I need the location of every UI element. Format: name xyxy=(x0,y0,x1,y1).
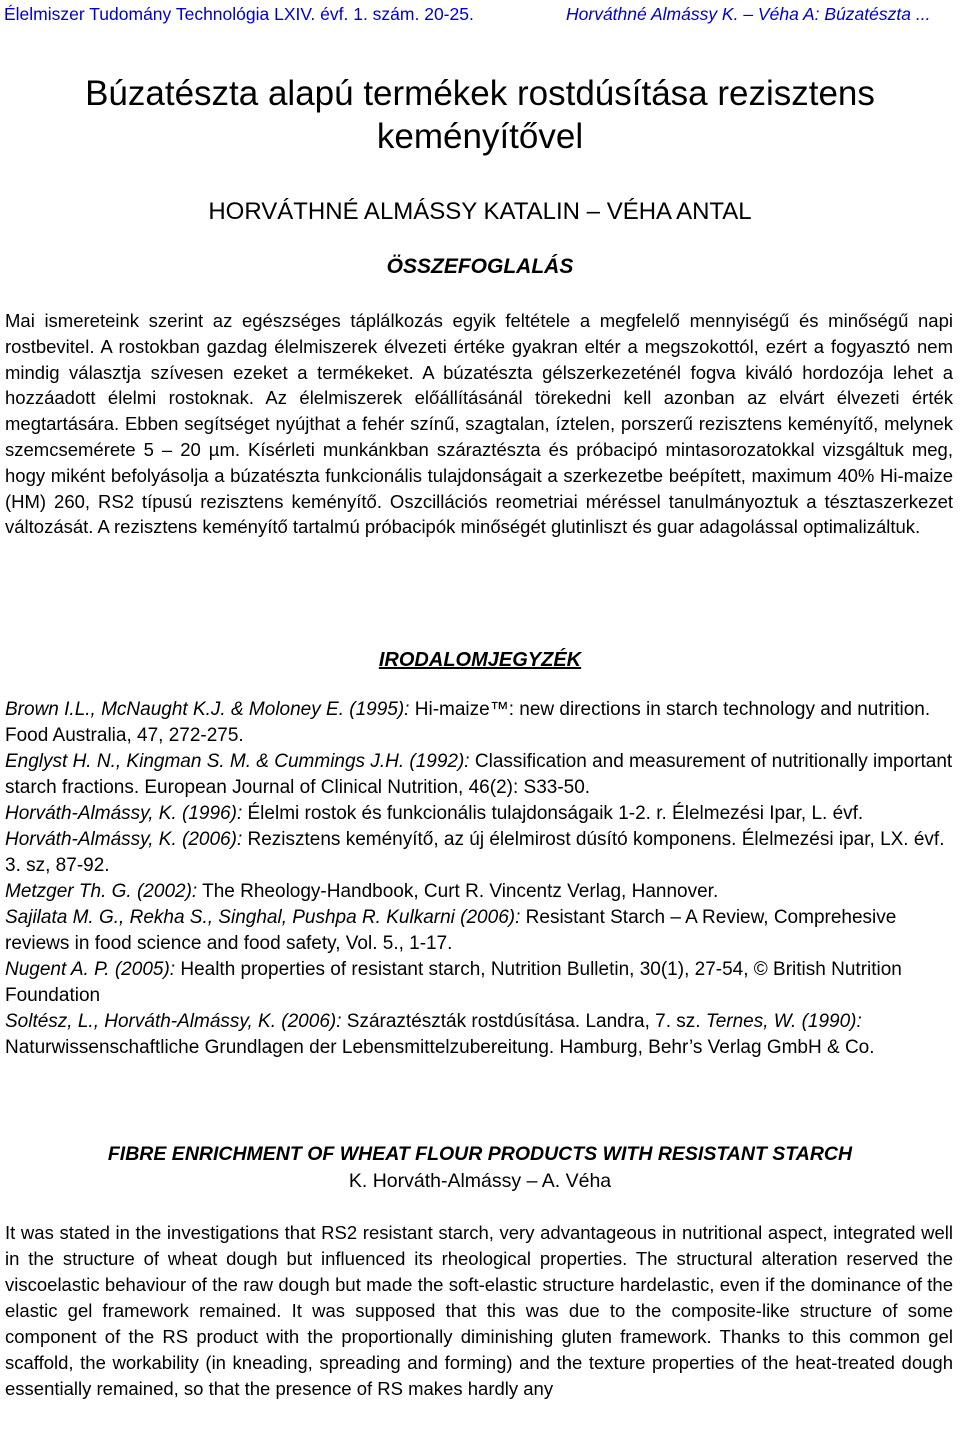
references-list xyxy=(5,697,953,1061)
reference-authors: Brown I.L., McNaught K.J. & Moloney E. (1995): xyxy=(5,699,410,720)
journal-citation: Élelmiszer Tudomány Technológia LXIV. évf. 1. szám. 20-25. xyxy=(4,4,474,24)
article-authors: HORVÁTHNÉ ALMÁSSY KATALIN – VÉHA ANTAL xyxy=(208,198,752,225)
running-header xyxy=(4,4,956,26)
reference-authors: Englyst H. N., Kingman S. M. & Cummings J.H. (1992): xyxy=(5,751,470,772)
running-title: Horváthné Almássy K. – Véha A: Búzatészta ... xyxy=(566,4,931,24)
reference-item xyxy=(5,957,953,1009)
reference-authors: Nugent A. P. (2005): xyxy=(5,959,176,980)
reference-authors: Horváth-Almássy, K. (1996): xyxy=(5,803,243,824)
reference-item xyxy=(5,749,953,801)
reference-text: Élelmi rostok és funkcionális tulajdonságaik 1-2. r. Élelmezési Ipar, L. évf. xyxy=(242,803,864,824)
reference-authors: Sajilata M. G., Rekha S., Singhal, Pushpa R. Kulkarni (2006): xyxy=(5,907,521,928)
reference-text: Classification and measurement of nutritionally important starch fractions. European Journal of Clinical Nutrition, 46(2): S33-50. xyxy=(5,751,953,798)
reference-authors: Metzger Th. G. (2002): xyxy=(5,881,198,902)
reference-text: Health properties of resistant starch, Nutrition Bulletin, 30(1), 27-54, © British Nutrition Foundation xyxy=(5,959,902,1006)
reference-item xyxy=(5,697,953,749)
reference-text: The Rheology-Handbook, Curt R. Vincentz Verlag, Hannover. xyxy=(197,881,719,902)
reference-item xyxy=(5,1009,953,1061)
article-title: Búzatészta alapú termékek rostdúsítása rezisztens keményítővel xyxy=(85,74,875,156)
reference-authors: Soltész, L., Horváth-Almássy, K. (2006): xyxy=(5,1011,342,1032)
reference-authors: Ternes, W. (1990): xyxy=(705,1011,862,1032)
summary-paragraph: Mai ismereteink szerint az egészséges táplálkozás egyik feltétele a megfelelő mennyiségű és minőségű napi rostbevitel. A rostokban gazdag élelmiszerek élvezeti értéke gyakran eltér a megszokottól, ezért a fogyasztó nem mindig választja szívesen ezeket a termékeket. A búzatészta gélszerkezeténél fogva kiváló hordozója lehet a hozzáadott élelmi rostoknak. Az élelmiszerek előállításánál törekedni kell azonban az elvárt élvezeti érték megtartására. Ebben segítséget nyújthat a fehér színű, szagtalan, íztelen, porszerű rezisztens keményítő, melynek szemcsemérete 5 – 20 µm. Kísérleti munkánkban száraztészta és próbacipó mintasorozatokkal vizsgáltuk meg, hogy miként befolyásolja a búzatészta funkcionális tulajdonságait a szerkezetbe beépített, maximum 40% Hi-maize (HM) 260, RS2 típusú rezisztens keményítő. Oszcillációs reometriai méréssel tanulmányoztuk a tésztaszerkezet változását. A rezisztens keményítő tartalmú próbacipók minőségét glutinliszt és guar adagolással optimalizáltuk. xyxy=(5,310,953,538)
english-title: FIBRE ENRICHMENT OF WHEAT FLOUR PRODUCTS WITH RESISTANT STARCH xyxy=(107,1143,853,1165)
english-abstract: It was stated in the investigations that RS2 resistant starch, very advantageous in nutritional aspect, integrated well in the structure of wheat dough but influenced its rheological properties. The structural alteration reserved the viscoelastic behaviour of the raw dough but made the soft-elastic structure hardelastic, even if the dominance of the elastic gel framework remained. It was supposed that this was due to the composite-like structure of some component of the RS product with the proportionally diminishing gluten framework. Thanks to this common gel scaffold, the workability (in kneading, spreading and forming) and the texture properties of the heat-treated dough essentially remained, so that the presence of RS makes hardly any xyxy=(5,1222,953,1399)
reference-text: Resistant Starch – A Review, Comprehesive reviews in food science and food safety, Vol. 5., 1-17. xyxy=(5,907,897,954)
reference-item xyxy=(5,879,953,905)
reference-item xyxy=(5,905,953,957)
summary-heading: ÖSSZEFOGLALÁS xyxy=(386,255,574,278)
reference-text: Rezisztens keményítő, az új élelmirost dúsító komponens. Élelmezési ipar, LX. évf. 3. sz, 87-92. xyxy=(5,829,945,876)
reference-text: Hi-maize™: new directions in starch technology and nutrition. Food Australia, 47, 272-275. xyxy=(5,699,931,746)
reference-item xyxy=(5,827,953,879)
reference-text: Naturwissenschaftliche Grundlagen der Lebensmittelzubereitung. Hamburg, Behr’s Verlag GmbH & Co. xyxy=(5,1037,875,1058)
references-heading: IRODALOMJEGYZÉK xyxy=(378,649,582,671)
reference-item xyxy=(5,801,953,827)
reference-authors: Horváth-Almássy, K. (2006): xyxy=(5,829,243,850)
english-authors: K. Horváth-Almássy – A. Véha xyxy=(348,1170,612,1192)
reference-text: Száraztészták rostdúsítása. Landra, 7. sz. xyxy=(341,1011,706,1032)
